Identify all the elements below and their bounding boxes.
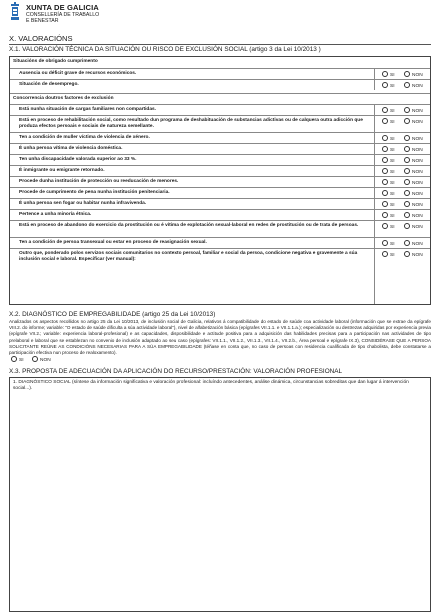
si-radio[interactable]: SI	[382, 179, 395, 187]
si-radio[interactable]: SI	[382, 135, 395, 143]
table-row	[10, 187, 430, 198]
diagnostico-social-label: 1. DIAGNÓSTICO SOCIAL (síntese da información significativa e valoración profesional: incluíndo antecedentes, análise dinámica, circunstancias sobreditas que dan lugar á intervención social...).	[13, 380, 409, 392]
table-row	[10, 68, 430, 79]
row-label: Ten a condición de muller víctima de violencia de xénero.	[19, 135, 150, 140]
table-row	[10, 143, 430, 154]
xunta-logo	[8, 2, 22, 22]
row-label: Outro que, ponderado polos servizos sociais comunitarios no contexto persoal, familiar e social da persoa, condicione negativa e gravemente a súa inclusión social e laboral. Especificar (ver manual):	[19, 251, 358, 262]
si-radio[interactable]: SI	[382, 201, 395, 209]
row-label: É unha persoa vítima de violencia doméstica.	[19, 146, 123, 151]
row-label: Está en proceso de rehabilitación social, como resultado dun programa de deshabituación de substancias adictivas ou de calquera outra adicción que produza efectos persoais e sociais de natureza semellante.	[19, 118, 363, 129]
x2-paragraph: Analizados os aspectos recollidos no artigo 25 da Lei 10/2013, de inclusión social de Galicia, relativos á compatibilidade do estado de saúde coa actividade laboral (información que se extrae da epígrafe VIII.2. do informe; variable: "O estado de saúde dificulta a súa actividade laboral"), nivel de alfabetización básica (epígrafes VII.1.1. e VII.1.1.a.); especialización ou destrezas adquiridas por experiencia previa (epígrafe VII.2.; variable: experiencia laboral-profesional) e as capacidades, disposibilidade e actitude positiva para a adquisición das habilidades precisas para a participación nas actividades de tipo prelaboral e laboral que se establezan no convenio de inclusión adaptado ao seu caso (epígrafes: VII.1.1., VII.1.2., VII.1.3., VII.1.4., VII.2.b., Área persoal e epígrafe IX.3), CONSIDÉRASE QUE A PERSOA SOLICITANTE REÚNE AS CONDICIÓNS NECESARIAS PARA A SÚA EMPREGABILIDADE (téñase en conta que, no caso de persoas con residencia cualificada de tipo chabolista, debe constatarse a participación efectiva nun proceso de realoxamento).	[9, 319, 431, 356]
non-radio[interactable]: NON	[404, 82, 423, 90]
org-name: XUNTA DE GALICIA	[26, 3, 99, 12]
table-row	[10, 115, 430, 132]
non-radio[interactable]: NON	[404, 179, 423, 187]
non-radio[interactable]: NON	[404, 157, 423, 165]
diagnostico-social-box[interactable]	[9, 377, 431, 612]
non-radio[interactable]: NON	[404, 223, 423, 231]
si-radio[interactable]: SI	[382, 118, 395, 126]
row-label: Pertence a unha minoría étnica.	[19, 212, 92, 217]
table-row	[10, 176, 430, 187]
non-radio[interactable]: NON	[404, 107, 423, 115]
si-radio[interactable]: SI	[382, 251, 395, 259]
table-row	[10, 209, 430, 220]
group-header	[10, 57, 430, 68]
row-label: Está nunha situación de cargas familiares non compartidas.	[19, 107, 157, 112]
row-label: Procede de cumprimento de pena nunha institución penitenciaria.	[19, 190, 170, 195]
non-radio[interactable]: NON	[404, 118, 423, 126]
table-row	[10, 248, 430, 304]
non-radio[interactable]: NON	[404, 201, 423, 209]
row-label: Ten unha discapacidade valorada superior ao 33 %.	[19, 157, 137, 162]
table-row	[10, 132, 430, 143]
row-label: É unha persoa sen fogar ou habitar nunha infravivenda.	[19, 201, 147, 206]
table-row	[10, 165, 430, 176]
group-label: Concorrencia doutros factores de exclusión	[13, 96, 114, 101]
table-row	[10, 154, 430, 165]
row-label: Ten a condición de persoa transexual ou estar en proceso de reasignación sexual.	[19, 240, 207, 245]
non-radio[interactable]: NON	[404, 251, 423, 259]
si-radio[interactable]: SI	[382, 146, 395, 154]
exclusion-table	[9, 56, 431, 305]
row-label: Ausencia ou déficit grave de recursos económicos.	[19, 71, 137, 76]
org-subtitle-2: E BENESTAR	[26, 18, 59, 24]
non-radio[interactable]: NON	[404, 190, 423, 198]
x3-title: X.3. PROPOSTA DE ADECUACIÓN DA APLICACIÓN DO RECURSO/PRESTACIÓN: VALORACIÓN PROFESIONAL	[9, 368, 343, 375]
non-radio[interactable]: NON	[404, 146, 423, 154]
section-title: X. VALORACIÓNS	[9, 34, 431, 45]
si-radio[interactable]: SI	[382, 212, 395, 220]
org-subtitle-1: CONSELLERÍA DE TRABALLO	[26, 12, 100, 18]
table-row	[10, 198, 430, 209]
table-row	[10, 220, 430, 237]
si-radio[interactable]: SI	[382, 82, 395, 90]
non-radio[interactable]: NON	[404, 135, 423, 143]
si-radio[interactable]: SI	[382, 71, 395, 79]
si-radio[interactable]: SI	[382, 240, 395, 248]
table-row	[10, 79, 430, 90]
non-radio[interactable]: NON	[404, 168, 423, 176]
x2-si-radio[interactable]: SI	[11, 356, 24, 363]
si-radio[interactable]: SI	[382, 168, 395, 176]
x2-title: X.2. DIAGNÓSTICO DE EMPREGABILIDADE (artigo 25 da Lei 10/2013)	[9, 311, 216, 318]
group-label: Situacións de obrigado cumprimento	[13, 59, 98, 64]
row-label: É inmigrante ou emigrante retornado.	[19, 168, 105, 173]
si-radio[interactable]: SI	[382, 107, 395, 115]
table-row	[10, 104, 430, 115]
x2-non-radio[interactable]: NON	[32, 356, 51, 363]
row-label: Situación de desemprego.	[19, 82, 79, 87]
row-label: Está en proceso de abandono do exercicio da prostitución ou é vítima de explotación sexual-laboral en redes de prostitución ou de trata de persoas.	[19, 223, 359, 228]
x1-title: X.1. VALORACIÓN TÉCNICA DA SITUACIÓN OU RISCO DE EXCLUSIÓN SOCIAL (artigo 3 da Lei 10/2013 )	[9, 46, 321, 53]
non-radio[interactable]: NON	[404, 212, 423, 220]
group-header	[10, 93, 430, 104]
table-row	[10, 237, 430, 248]
si-radio[interactable]: SI	[382, 223, 395, 231]
non-radio[interactable]: NON	[404, 240, 423, 248]
non-radio[interactable]: NON	[404, 71, 423, 79]
si-radio[interactable]: SI	[382, 190, 395, 198]
row-label: Procede dunha institución de protección ou reeducación de menores.	[19, 179, 179, 184]
si-radio[interactable]: SI	[382, 157, 395, 165]
